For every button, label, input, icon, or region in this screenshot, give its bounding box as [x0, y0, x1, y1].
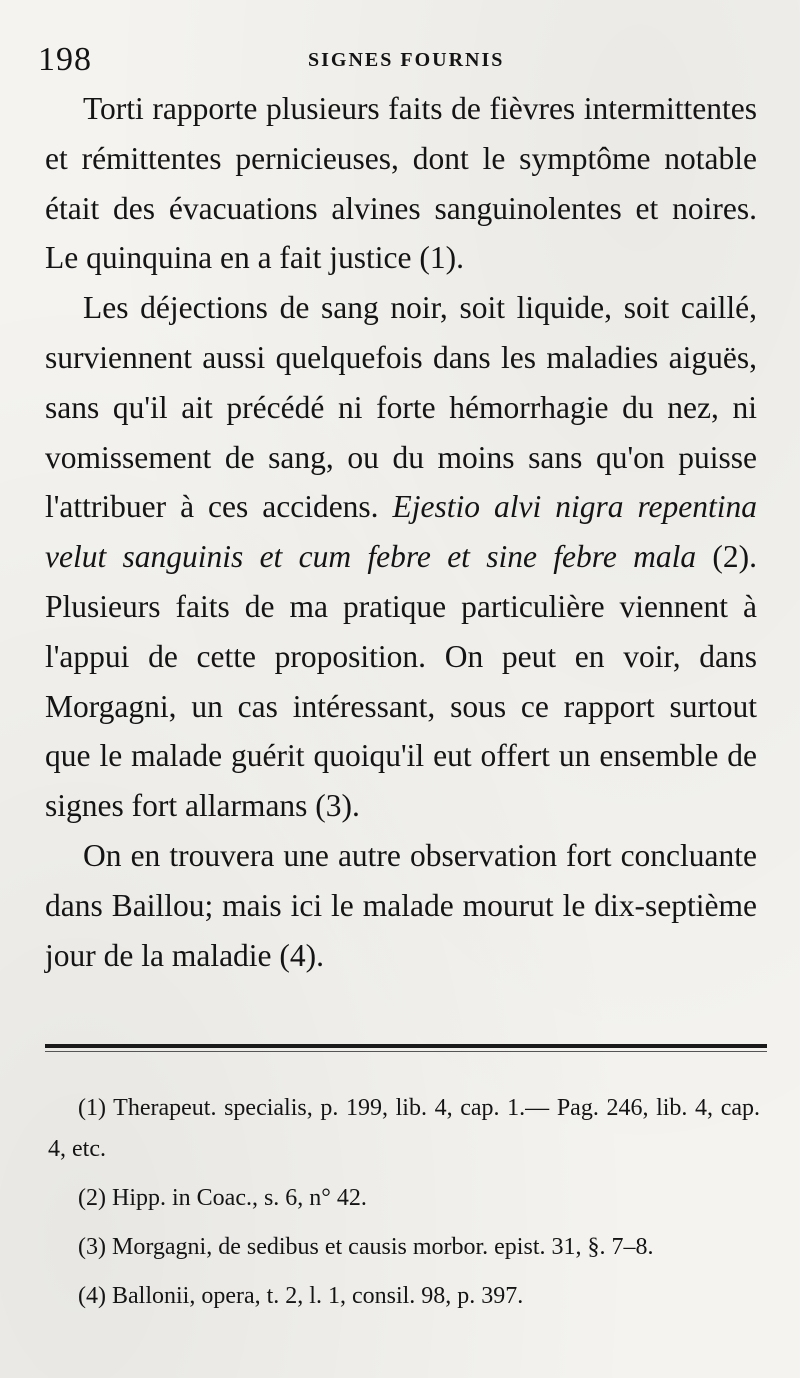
main-text	[45, 84, 757, 980]
paragraph-2-text-a: Les déjections de sang noir, soit liquide, soit caillé, surviennent aussi quelquefois dans les maladies aiguës, sans qu'il ait précédé ni forte hémorrhagie du nez, ni vomissement de sang, ou du moins sans qu'on puisse l'attribuer à ces accidens.	[45, 290, 757, 525]
paragraph-3: On en trouvera une autre observation fort concluante dans Baillou; mais ici le malade mourut le dix-septième jour de la maladie (4).	[45, 837, 757, 973]
footnote-rule-thin	[45, 1051, 767, 1052]
paragraph-2	[45, 283, 757, 831]
footnotes	[48, 1088, 760, 1325]
latin-quotation: Ejestio alvi nigra repentina velut sanguinis et cum febre et sine febre mala	[45, 489, 758, 575]
page-number: 198	[38, 41, 92, 78]
paragraph-2-text-b: (2). Plusieurs faits de ma pratique particulière viennent à l'appui de cette proposition. On peut en voir, dans Morgagni, un cas intéressant, sous ce rapport surtout que le malade guérit quoiqu'il eut offert un ensemble de signes fort allarmans (3).	[45, 539, 758, 824]
running-head: SIGNES FOURNIS	[308, 49, 505, 71]
page-header	[38, 40, 758, 80]
paragraph-1: Torti rapporte plusieurs faits de fièvres intermittentes et rémittentes pernicieuses, dont le symptôme notable était des évacuations alvines sanguinolentes et noires. Le quinquina en a fait justice (1).	[45, 91, 757, 276]
footnote-rule	[45, 1044, 767, 1048]
footnote-1: (1) Therapeut. specialis, p. 199, lib. 4, cap. 1.— Pag. 246, lib. 4, cap. 4, etc.	[48, 1095, 760, 1162]
footnote-2: (2) Hipp. in Coac., s. 6, n° 42.	[78, 1185, 367, 1211]
footnote-4: (4) Ballonii, opera, t. 2, l. 1, consil. 98, p. 397.	[78, 1283, 524, 1309]
footnote-3: (3) Morgagni, de sedibus et causis morbor. epist. 31, §. 7–8.	[78, 1234, 654, 1260]
